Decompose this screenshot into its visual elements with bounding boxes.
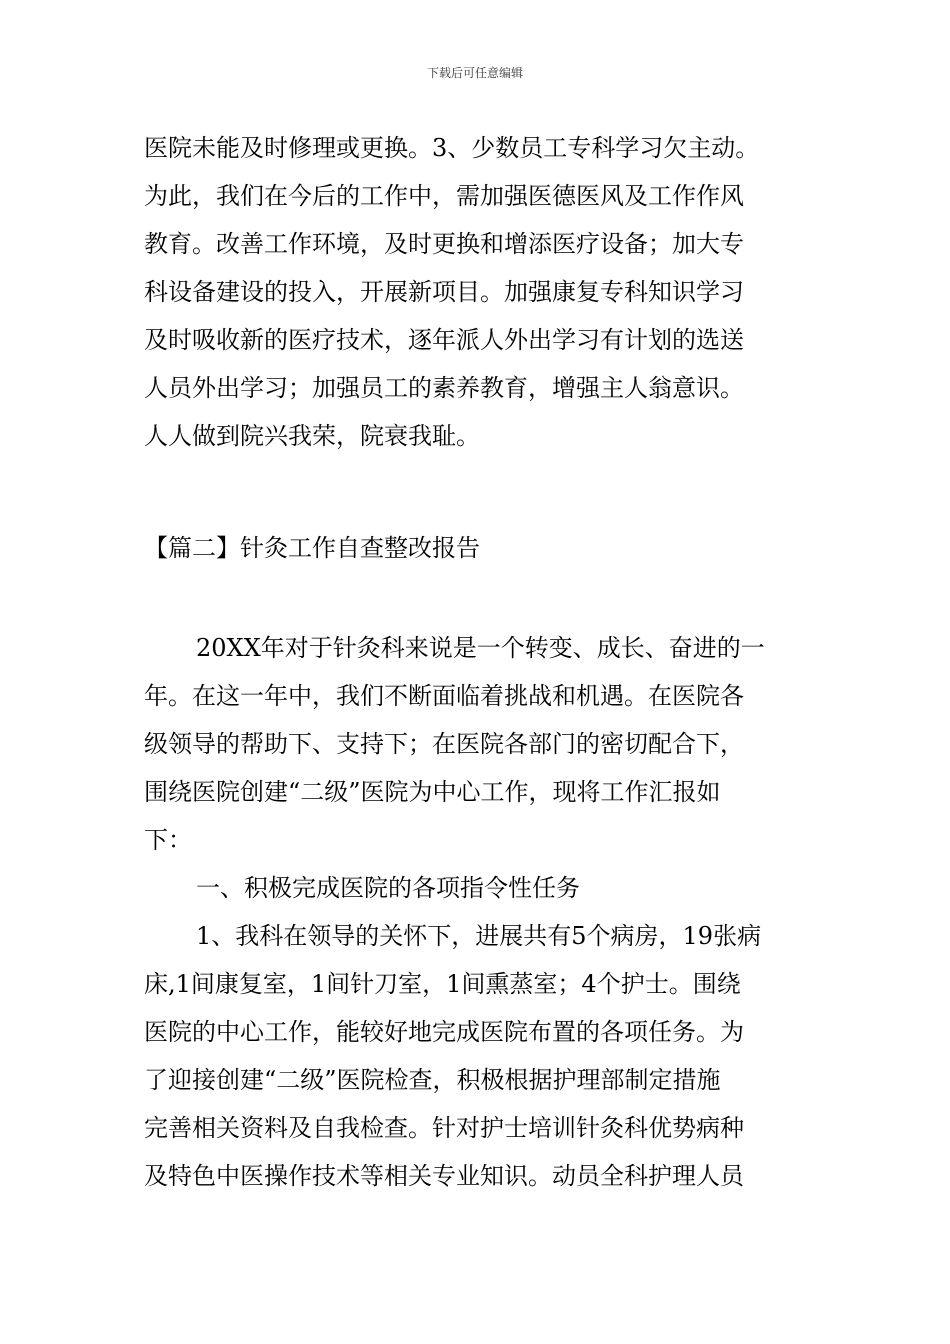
subheading-line: 一、积极完成医院的各项指令性任务 — [196, 874, 580, 902]
text-line: 教育。改善工作环境，及时更换和增添医疗设备；加大专 — [144, 230, 744, 258]
text-line: 围绕医院创建“二级”医院为中心工作，现将工作汇报如 — [144, 778, 721, 806]
text-line: 医院未能及时修理或更换。3、少数员工专科学习欠主动。 — [144, 134, 760, 162]
text-line: 为此，我们在今后的工作中，需加强医德医风及工作作风 — [144, 182, 744, 210]
text-line: 年。在这一年中，我们不断面临着挑战和机遇。在医院各 — [144, 682, 744, 710]
paragraph-continued — [144, 124, 814, 460]
text-line: 20XX年对于针灸科来说是一个转变、成长、奋进的一 — [196, 634, 765, 662]
text-line: 医院的中心工作，能较好地完成医院布置的各项任务。为 — [144, 1018, 744, 1046]
text-line: 了迎接创建“二级”医院检查，积极根据护理部制定措施 — [144, 1066, 721, 1094]
text-line: 人人做到院兴我荣，院衰我耻。 — [144, 422, 480, 450]
text-line: 及时吸收新的医疗技术，逐年派人外出学习有计划的选送 — [144, 326, 744, 354]
text-line: 级领导的帮助下、支持下；在医院各部门的密切配合下， — [144, 730, 744, 758]
text-line: 下： — [144, 826, 192, 854]
section-title: 【篇二】针灸工作自查整改报告 — [144, 534, 480, 562]
text-line: 1、我科在领导的关怀下，进展共有5个病房，19张病 — [196, 922, 762, 950]
text-line: 及特色中医操作技术等相关专业知识。动员全科护理人员 — [144, 1162, 744, 1190]
text-line: 床,1间康复室，1间针刀室，1间熏蒸室；4个护士。围绕 — [144, 970, 741, 998]
text-line: 人员外出学习；加强员工的素养教育，增强主人翁意识。 — [144, 374, 744, 402]
text-line: 完善相关资料及自我检查。针对护士培训针灸科优势病种 — [144, 1114, 744, 1142]
section-title-block — [144, 524, 814, 572]
page-header: 下载后可任意编辑 — [426, 66, 523, 80]
paragraph-report — [144, 624, 814, 1200]
text-line: 科设备建设的投入，开展新项目。加强康复专科知识学习 — [144, 278, 744, 306]
